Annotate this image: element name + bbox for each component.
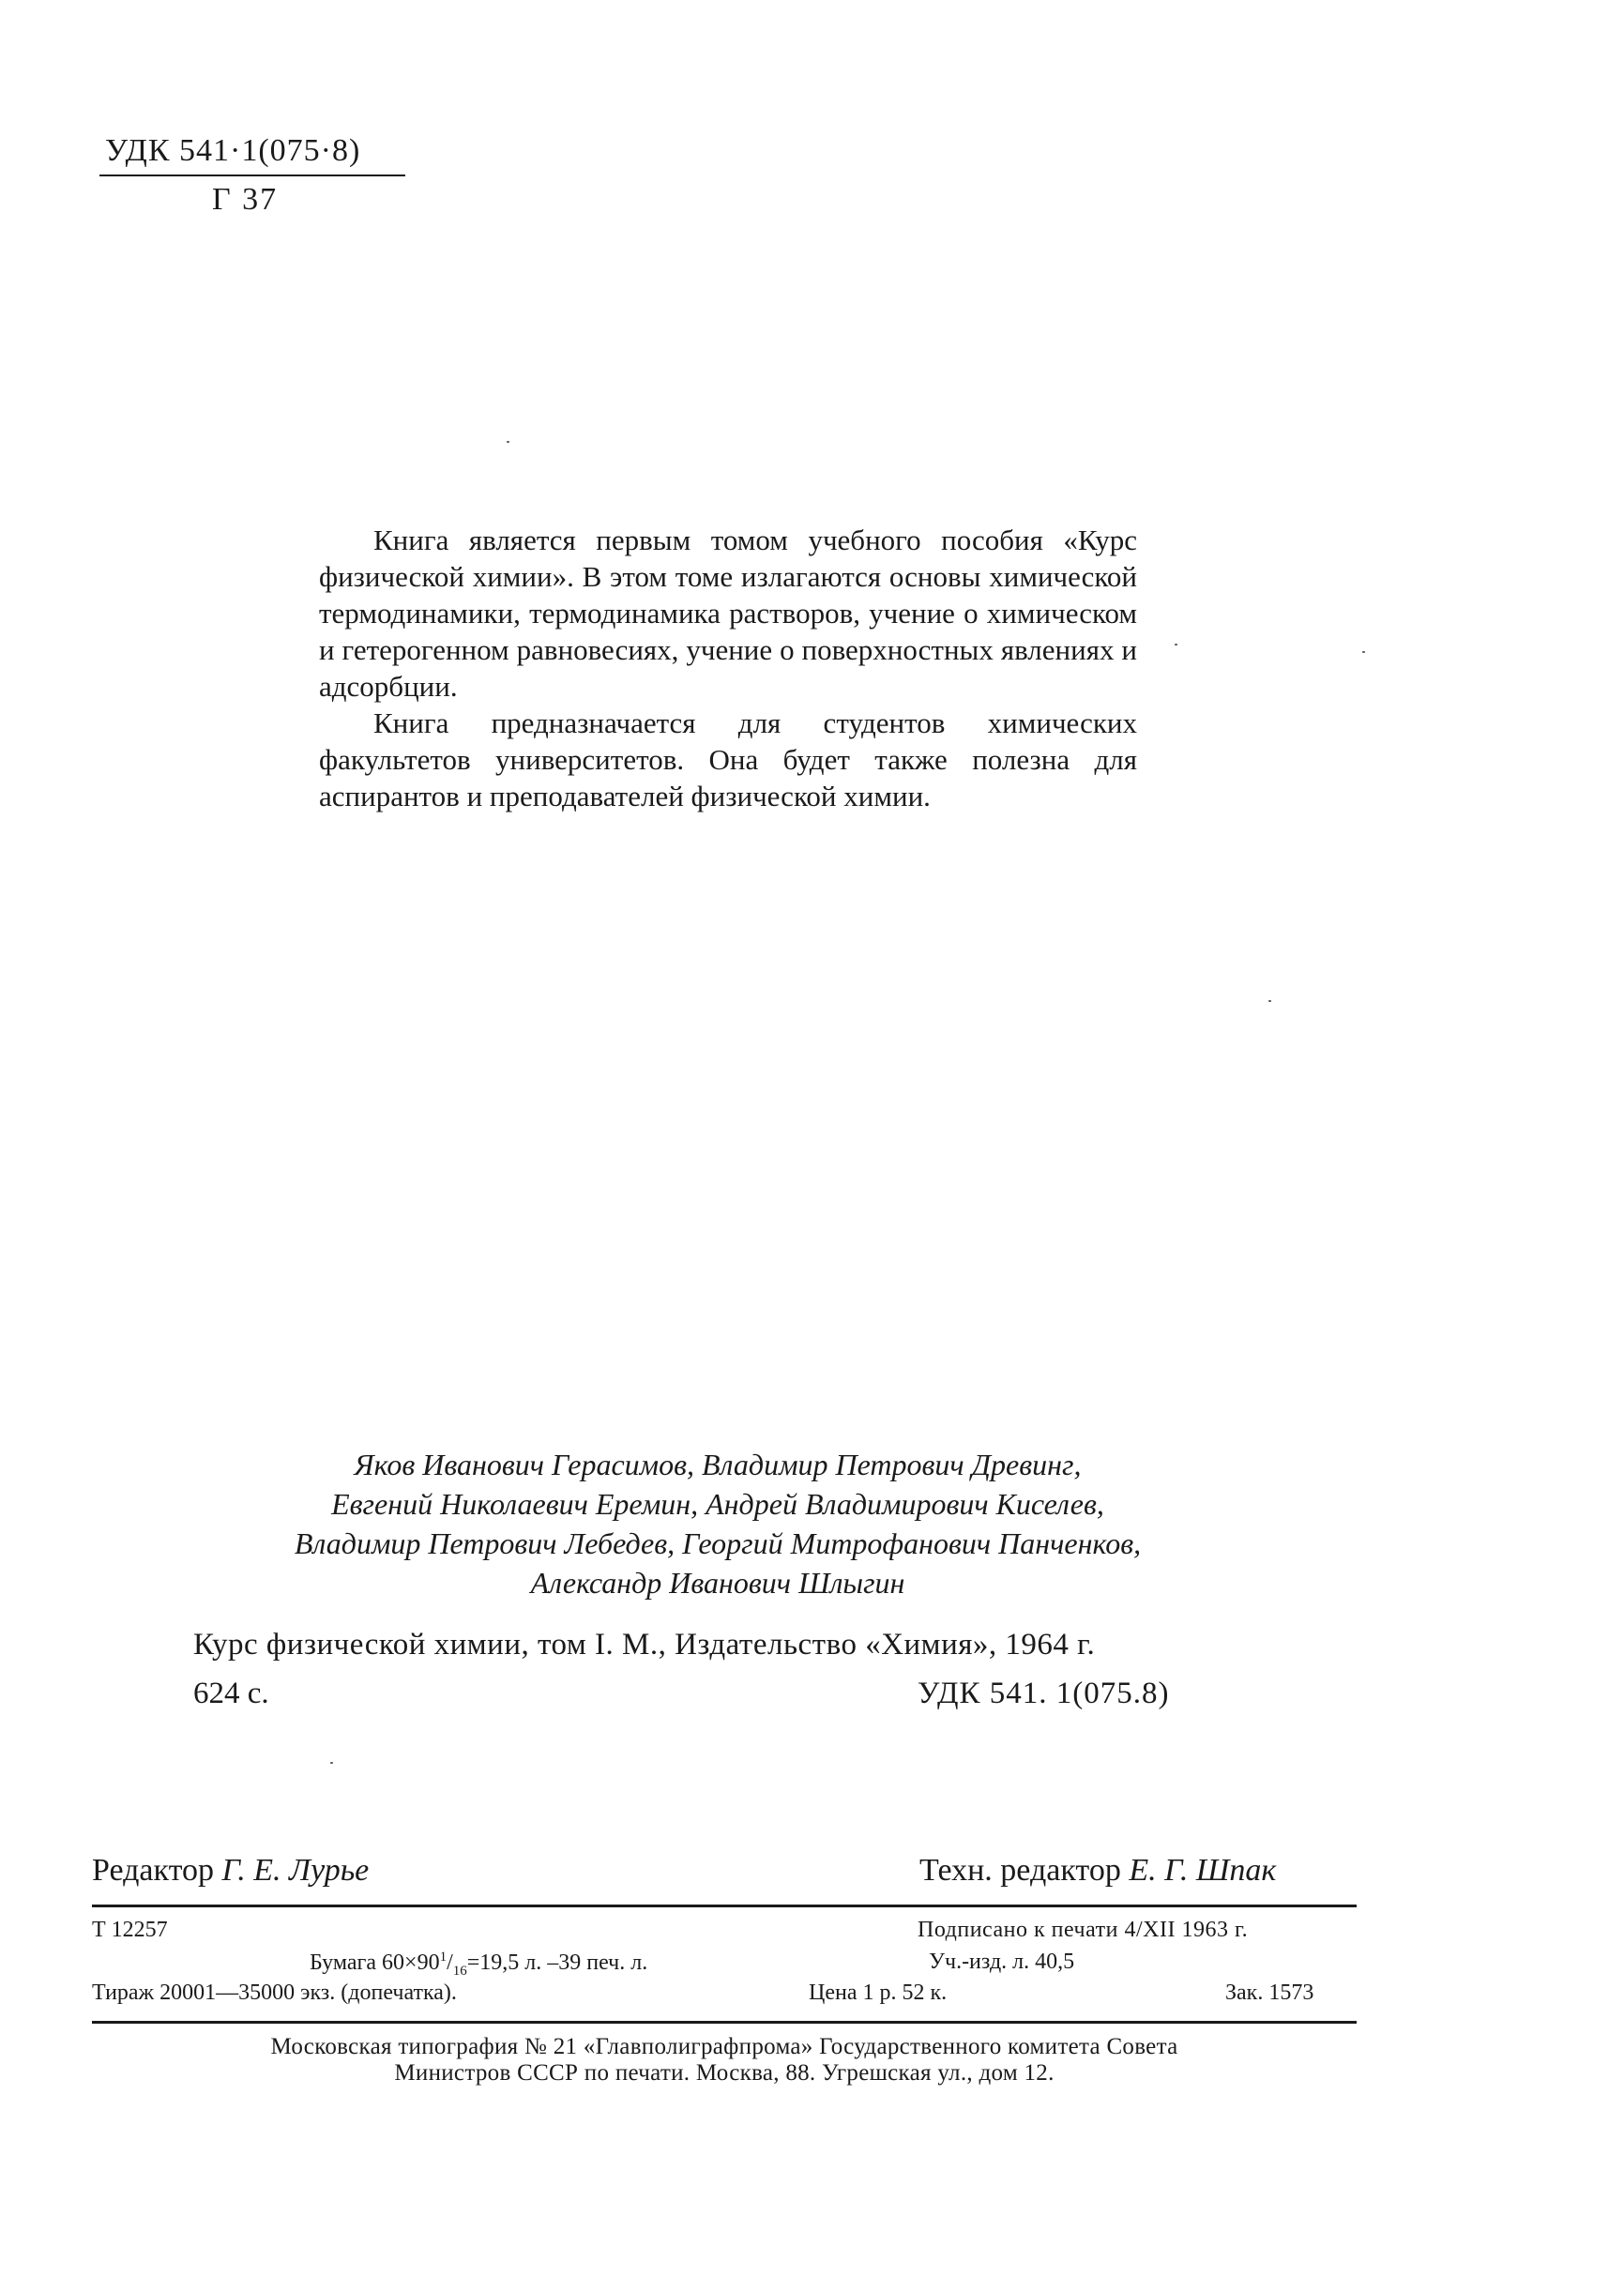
annotation: [319, 522, 1137, 814]
price: Цена 1 р. 52 к.: [809, 1981, 948, 2005]
scan-speck: [1175, 644, 1177, 645]
paper-fraction-numerator: 1: [439, 1950, 448, 1965]
paper-format-suffix: =19,5 л. –39 печ. л.: [466, 1950, 648, 1975]
udk-code: УДК 541·1(075·8): [105, 133, 361, 168]
authors: [141, 1445, 1295, 1602]
publisher-sheets: Уч.-изд. л. 40,5: [929, 1950, 1075, 1974]
imprint-top-rule: [92, 1905, 1357, 1907]
editor-name: Г. Е. Лурье: [221, 1853, 370, 1888]
scan-speck: [1362, 651, 1365, 653]
tech-editor: [919, 1853, 1276, 1889]
bibliographic-line: Курс физической химии, том I. М., Издательство «Химия», 1964 г.: [193, 1628, 1096, 1662]
author-line: Евгений Николаевич Еремин, Андрей Владимирович Киселев,: [331, 1487, 1104, 1521]
scan-speck: [1268, 1000, 1271, 1002]
order-number: Зак. 1573: [1225, 1981, 1314, 2005]
paper-fraction-denominator: 16: [452, 1963, 467, 1979]
paper-format-prefix: Бумага 60×90: [310, 1950, 440, 1975]
signed-to-print: Подписано к печати 4/XII 1963 г.: [918, 1918, 1249, 1942]
page-count: 624 с.: [193, 1677, 269, 1710]
udk-divider: [99, 175, 405, 176]
bibliographic-udk: УДК 541. 1(075.8): [918, 1677, 1170, 1710]
printer-info: [92, 2034, 1357, 2087]
tech-editor-label: Техн. редактор: [919, 1853, 1121, 1888]
imprint-bottom-rule: [92, 2021, 1357, 2024]
paper-format: Бумага $60\times 90^1/_{16}=19,5$ л. –39 печ. л.: [310, 1950, 648, 1979]
annotation-paragraph: Книга является первым томом учебного пособия «Курс физической химии». В этом томе излагаются основы химической термодинамики, термодинамика растворов, учение о химическом и гетерогенном равновесиях, учение о поверхностных явлениях и адсорбции.: [319, 524, 1137, 703]
editor-label: Редактор: [92, 1853, 214, 1888]
scan-speck: [330, 1762, 333, 1764]
tech-editor-name: Е. Г. Шпак: [1129, 1853, 1277, 1888]
scan-speck: [507, 441, 509, 443]
editor: [92, 1853, 369, 1889]
author-line: Александр Иванович Шлыгин: [530, 1566, 905, 1600]
order-code: Т 12257: [92, 1918, 168, 1942]
author-line: Владимир Петрович Лебедев, Георгий Митрофанович Панченков,: [294, 1526, 1142, 1560]
printer-line: Московская типография № 21 «Главполиграфпрома» Государственного комитета Совета: [270, 2034, 1178, 2059]
author-index: Г 37: [212, 182, 279, 217]
printer-line: Министров СССР по печати. Москва, 88. Угрешская ул., дом 12.: [394, 2060, 1055, 2086]
annotation-paragraph: Книга предназначается для студентов химических факультетов университетов. Она будет также полезна для аспирантов и преподавателей физической химии.: [319, 706, 1137, 812]
author-line: Яков Иванович Герасимов, Владимир Петрович Древинг,: [354, 1448, 1082, 1481]
print-run: Тираж 20001—35000 экз. (допечатка).: [92, 1981, 457, 2005]
